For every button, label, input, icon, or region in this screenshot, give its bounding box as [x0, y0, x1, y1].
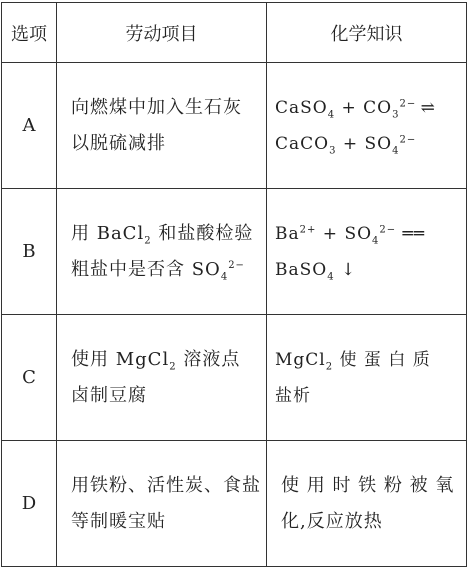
labor-c-line1: 使用 MgCl$_2$ 溶液点: [71, 348, 241, 373]
precipitate-arrow-icon: ↓: [334, 259, 357, 280]
header-labor-item: 劳动项目: [57, 3, 267, 63]
chem-a-line2: CaCO$_3$ + $SO_4^{2-}$: [275, 133, 417, 156]
labor-b: [57, 189, 267, 315]
chem-d-line1: 使 用 时 铁 粉 被 氧: [281, 474, 455, 496]
equals-sign-icon: ══: [396, 223, 426, 244]
table-row-a: [2, 63, 467, 189]
chem-b-line1: $Ba^{2+} + SO_4^{2-}$ ══: [275, 223, 426, 246]
chem-a-line1: CaSO$_4$ + $CO_3^{2-}$ ⇌: [275, 97, 434, 120]
option-a: A: [2, 63, 57, 189]
knowledge-table-container: [1, 2, 466, 568]
chem-c-line1: MgCl$_2$ 使 蛋 白 质: [275, 349, 431, 372]
table-row-d: [2, 441, 467, 567]
option-b: B: [2, 189, 57, 315]
chem-b: [267, 189, 467, 315]
labor-d-line2: 等制暖宝贴: [71, 510, 166, 532]
chem-d: [267, 441, 467, 567]
labor-a-line2: 以脱硫减排: [71, 132, 166, 154]
chem-a: [267, 63, 467, 189]
chem-c: [267, 315, 467, 441]
labor-b-line1: 用 BaCl$_2$ 和盐酸检验: [71, 222, 254, 247]
option-d: D: [2, 441, 57, 567]
labor-a-line1: 向燃煤中加入生石灰: [71, 96, 242, 118]
knowledge-table: [1, 2, 467, 567]
chem-d-line2: 化,反应放热: [281, 510, 383, 532]
chem-c-line2: 盐析: [275, 385, 311, 406]
labor-d: [57, 441, 267, 567]
labor-c-line2: 卤制豆腐: [71, 384, 147, 406]
equilibrium-arrow-icon: ⇌: [416, 97, 434, 118]
labor-d-line1: 用铁粉、活性炭、食盐: [71, 474, 261, 496]
labor-b-line2: 粗盐中是否含 $SO_4^{2-}$: [71, 258, 245, 283]
labor-a: [57, 63, 267, 189]
table-row-c: [2, 315, 467, 441]
header-option: 选项: [2, 3, 57, 63]
header-chem-knowledge: 化学知识: [267, 3, 467, 63]
chem-b-line2: BaSO$_4$ ↓: [275, 259, 357, 282]
table-row-b: [2, 189, 467, 315]
labor-c: [57, 315, 267, 441]
table-header-row: [2, 3, 467, 63]
option-c: C: [2, 315, 57, 441]
